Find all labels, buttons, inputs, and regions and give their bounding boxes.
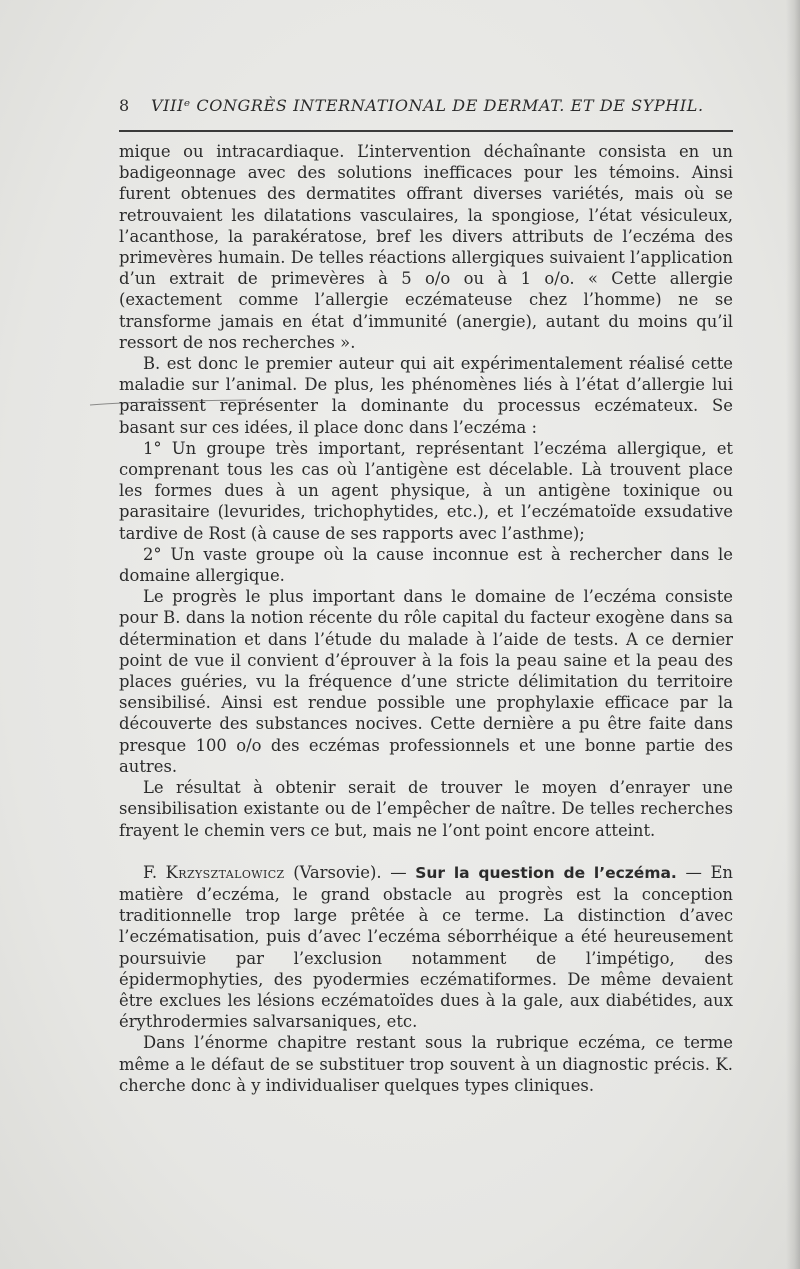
- dash-after: —: [685, 862, 702, 882]
- paragraph-progress: Le progrès le plus important dans le domaine de l’eczéma consiste pour B. dans la notion récente du rôle capital du facteur exogène dans sa détermination et dans l’étude du malade à l’aide de tests. A ce dernier point de vue il convient d’éprouver à la fois la peau saine et la peau des places guéries, vu la fréquence d’une stricte délimitation du territoire sensibilisé. Ainsi est rendue possible une prophylaxie efficace par la découverte des substances nocives. Cette dernière a pu être faite dans presque 100 o/o des eczémas professionnels et une bonne partie des autres.: [119, 587, 733, 776]
- body-text: [119, 141, 733, 1096]
- page-number: 8: [119, 96, 130, 115]
- abstract-krzysztalowicz: [119, 862, 733, 1033]
- header-rule: [119, 130, 733, 132]
- paragraph-closing: Dans l’énorme chapitre restant sous la rubrique eczéma, ce terme même a le défaut de se substituer trop souvent à un diagnostic précis. K. cherche donc à y individualiser quelques types cliniques.: [119, 1033, 733, 1095]
- paragraph-group-2: 2° Un vaste groupe où la cause inconnue est à rechercher dans le domaine allergique.: [119, 544, 733, 586]
- author-initial: F.: [143, 862, 158, 882]
- paragraph-result: Le résultat à obtenir serait de trouver le moyen d’enrayer une sensibilisation existante ou de l’empêcher de naître. De telles recherches frayent le chemin vers ce but, mais ne l’ont point encore atteint.: [119, 778, 733, 840]
- abstract-title: Sur la question de l’eczéma.: [415, 863, 677, 882]
- running-head-title: VIIIᵉ CONGRÈS INTERNATIONAL DE DERMAT. ET DE SYPHIL.: [151, 96, 704, 115]
- dash: —: [390, 862, 407, 882]
- paragraph-b-first-author: B. est donc le premier auteur qui ait expérimentalement réalisé cette maladie sur l’animal. De plus, les phénomènes liés à l’état d’allergie lui paraissent représenter la dominante du processus eczémateux. Se basant sur ces idées, il place donc dans l’eczéma :: [119, 354, 733, 437]
- paragraph-continuation: mique ou intracardiaque. L’intervention déchaînante consista en un badigeonnage avec des solutions inefficaces pour les témoins. Ainsi furent obtenues des dermatites offrant diverses variétés, mais où se retrouvaient les dilatations vasculaires, la spongiose, l’état vésiculeux, l’acanthose, la parakératose, bref les divers attributs de l’eczéma des primevères humain. De telles réactions allergiques suivaient l’application d’un extrait de primevères à 5 o/o ou à 1 o/o. « Cette allergie (exactement comme l’allergie eczémateuse chez l’homme) ne se transforme jamais en état d’immunité (anergie), autant du moins qu’il ressort de nos recherches ».: [119, 142, 733, 352]
- author-name: Krzysztalowicz: [165, 862, 285, 882]
- abstract-text: En matière d’eczéma, le grand obstacle au progrès est la conception traditionnelle trop large prêtée à ce terme. La distinction d’avec l’eczématisation, puis d’avec l’eczéma séborrhéique a été heureusement poursuivie par l’exclusion notamment de l’impétigo, des épidermophyties, des pyodermies eczématiformes. De même devaient être exclues les lésions eczématoïdes dues à la gale, aux diabétides, aux érythrodermies salvarsaniques, etc.: [119, 862, 733, 1032]
- page-edge-shadow: [786, 0, 800, 1269]
- paragraph-group-1: 1° Un groupe très important, représentant l’eczéma allergique, et comprenant tous les cas où l’antigène est décelable. Là trouvent place les formes dues à un agent physique, à un antigène toxinique ou parasitaire (levurides, trichophytides, etc.), et l’eczématoïde exsudative tardive de Rost (à cause de ses rapports avec l’asthme);: [119, 438, 733, 543]
- author-location: (Varsovie).: [293, 862, 382, 882]
